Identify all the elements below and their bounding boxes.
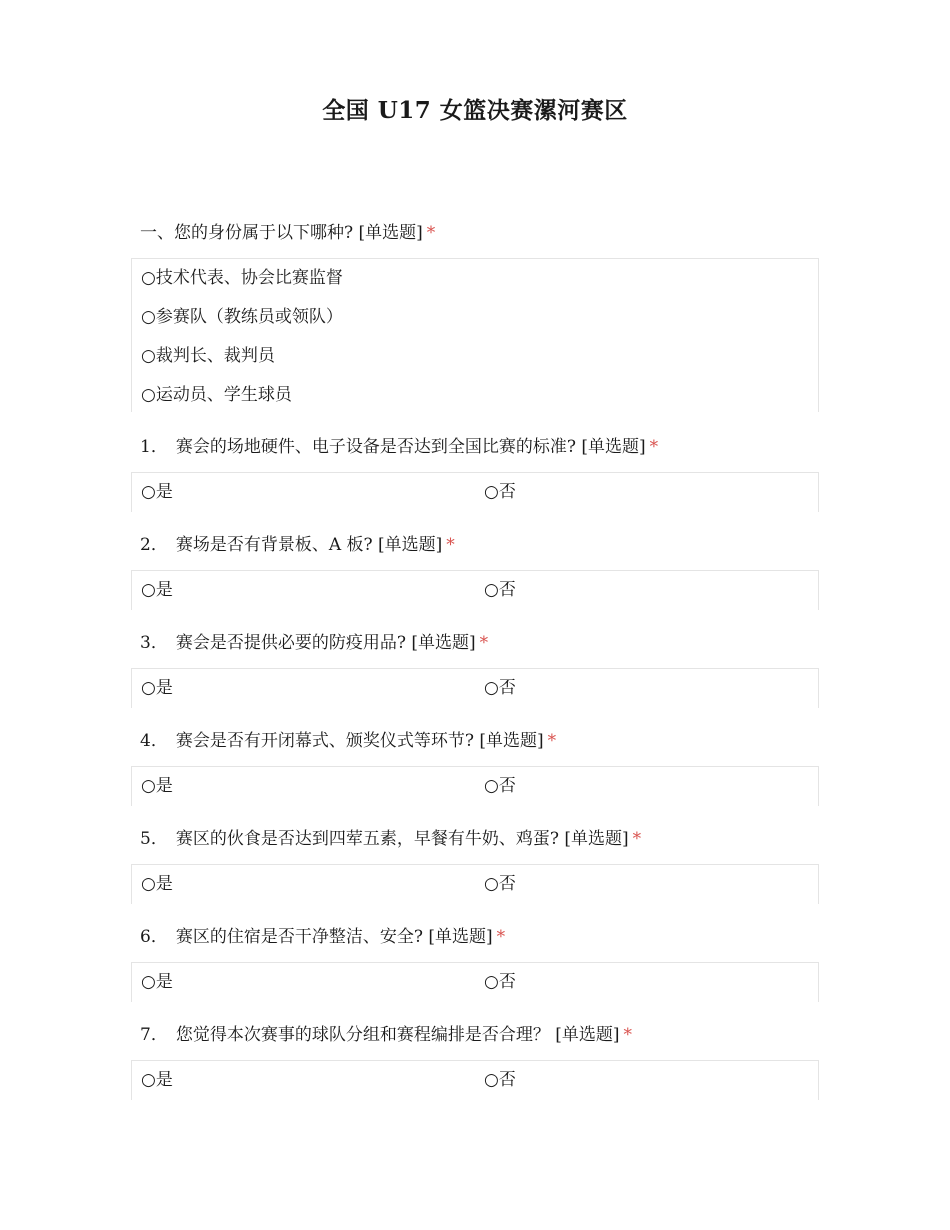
radio-option-team[interactable] xyxy=(132,301,818,340)
radio-option-referee[interactable] xyxy=(132,340,818,379)
radio-circle-icon: ○ xyxy=(484,678,499,698)
question-text: 赛会的场地硬件、电子设备是否达到全国比赛的标准? [单选题] xyxy=(175,437,646,457)
radio-circle-icon: ○ xyxy=(484,874,499,894)
option-label: 是 xyxy=(155,482,173,502)
question-number: 3． xyxy=(140,633,168,653)
radio-option-no[interactable] xyxy=(475,970,818,994)
radio-option-yes[interactable] xyxy=(132,1068,475,1092)
radio-option-yes[interactable] xyxy=(132,676,475,700)
option-label: 参赛队（教练员或领队） xyxy=(155,307,343,327)
radio-circle-icon: ○ xyxy=(141,482,156,502)
radio-option-yes[interactable] xyxy=(132,774,475,798)
question-text: 赛会是否提供必要的防疫用品? [单选题] xyxy=(175,633,476,653)
option-label: 否 xyxy=(498,972,516,992)
question-6 xyxy=(140,925,505,949)
option-label: 是 xyxy=(155,1070,173,1090)
required-mark: * xyxy=(632,829,642,849)
radio-option-yes[interactable] xyxy=(132,872,475,896)
option-label: 是 xyxy=(155,972,173,992)
radio-option-no[interactable] xyxy=(475,774,818,798)
option-label: 否 xyxy=(498,678,516,698)
question-text: 您觉得本次赛事的球队分组和赛程编排是否合理？ [单选题] xyxy=(175,1025,620,1045)
option-label: 运动员、学生球员 xyxy=(155,385,292,405)
question-number: 6． xyxy=(140,927,168,947)
identity-options xyxy=(131,258,819,412)
option-label: 否 xyxy=(498,776,516,796)
question-7 xyxy=(140,1023,632,1047)
question-text: 赛场是否有背景板、A 板? [单选题] xyxy=(175,535,443,555)
option-label: 技术代表、协会比赛监督 xyxy=(155,268,343,288)
radio-circle-icon: ○ xyxy=(141,385,156,405)
radio-circle-icon: ○ xyxy=(141,268,156,288)
radio-option-no[interactable] xyxy=(475,1068,818,1092)
page-title: 全国 U17 女篮决赛漯河赛区 xyxy=(322,97,628,124)
radio-option-yes[interactable] xyxy=(132,480,475,504)
question-2 xyxy=(140,533,455,557)
question-4-options xyxy=(131,766,819,806)
question-3-options xyxy=(131,668,819,708)
question-number: 5． xyxy=(140,829,168,849)
required-mark: * xyxy=(446,535,455,555)
required-mark: * xyxy=(547,731,557,751)
option-label: 是 xyxy=(155,874,173,894)
required-mark: * xyxy=(479,633,489,653)
question-7-options xyxy=(131,1060,819,1100)
radio-circle-icon: ○ xyxy=(141,874,156,894)
radio-circle-icon: ○ xyxy=(141,972,156,992)
question-4 xyxy=(140,729,556,753)
radio-option-yes[interactable] xyxy=(132,578,475,602)
radio-circle-icon: ○ xyxy=(141,580,156,600)
radio-option-tech-rep[interactable] xyxy=(132,262,818,301)
radio-option-athlete[interactable] xyxy=(132,379,818,418)
question-text: 一、您的身份属于以下哪种? [单选题] xyxy=(140,223,423,243)
question-1-options xyxy=(131,472,819,512)
option-label: 是 xyxy=(155,678,173,698)
question-1 xyxy=(140,435,658,459)
radio-circle-icon: ○ xyxy=(141,307,156,327)
question-number: 2． xyxy=(140,535,168,555)
required-mark: * xyxy=(649,437,659,457)
radio-circle-icon: ○ xyxy=(484,1070,499,1090)
radio-option-no[interactable] xyxy=(475,480,818,504)
radio-option-no[interactable] xyxy=(475,872,818,896)
radio-circle-icon: ○ xyxy=(484,580,499,600)
question-number: 7． xyxy=(140,1025,168,1045)
question-text: 赛区的伙食是否达到四荤五素，早餐有牛奶、鸡蛋? [单选题] xyxy=(175,829,629,849)
radio-circle-icon: ○ xyxy=(484,776,499,796)
radio-circle-icon: ○ xyxy=(141,678,156,698)
radio-circle-icon: ○ xyxy=(141,1070,156,1090)
question-5-options xyxy=(131,864,819,904)
option-label: 否 xyxy=(498,482,516,502)
option-label: 裁判长、裁判员 xyxy=(155,346,275,366)
radio-circle-icon: ○ xyxy=(141,776,156,796)
option-label: 否 xyxy=(498,1070,516,1090)
question-2-options xyxy=(131,570,819,610)
radio-option-no[interactable] xyxy=(475,578,818,602)
option-label: 是 xyxy=(155,776,173,796)
required-mark: * xyxy=(623,1025,632,1045)
question-number: 1． xyxy=(140,437,168,457)
radio-circle-icon: ○ xyxy=(484,482,499,502)
question-text: 赛区的住宿是否干净整洁、安全? [单选题] xyxy=(175,927,493,947)
question-3 xyxy=(140,631,488,655)
option-label: 是 xyxy=(155,580,173,600)
question-number: 4． xyxy=(140,731,168,751)
question-identity xyxy=(140,221,435,245)
radio-circle-icon: ○ xyxy=(141,346,156,366)
question-6-options xyxy=(131,962,819,1002)
option-label: 否 xyxy=(498,580,516,600)
radio-option-no[interactable] xyxy=(475,676,818,700)
radio-option-yes[interactable] xyxy=(132,970,475,994)
question-5 xyxy=(140,827,641,851)
required-mark: * xyxy=(496,927,506,947)
question-text: 赛会是否有开闭幕式、颁奖仪式等环节? [单选题] xyxy=(175,731,544,751)
required-mark: * xyxy=(426,223,436,243)
radio-circle-icon: ○ xyxy=(484,972,499,992)
option-label: 否 xyxy=(498,874,516,894)
